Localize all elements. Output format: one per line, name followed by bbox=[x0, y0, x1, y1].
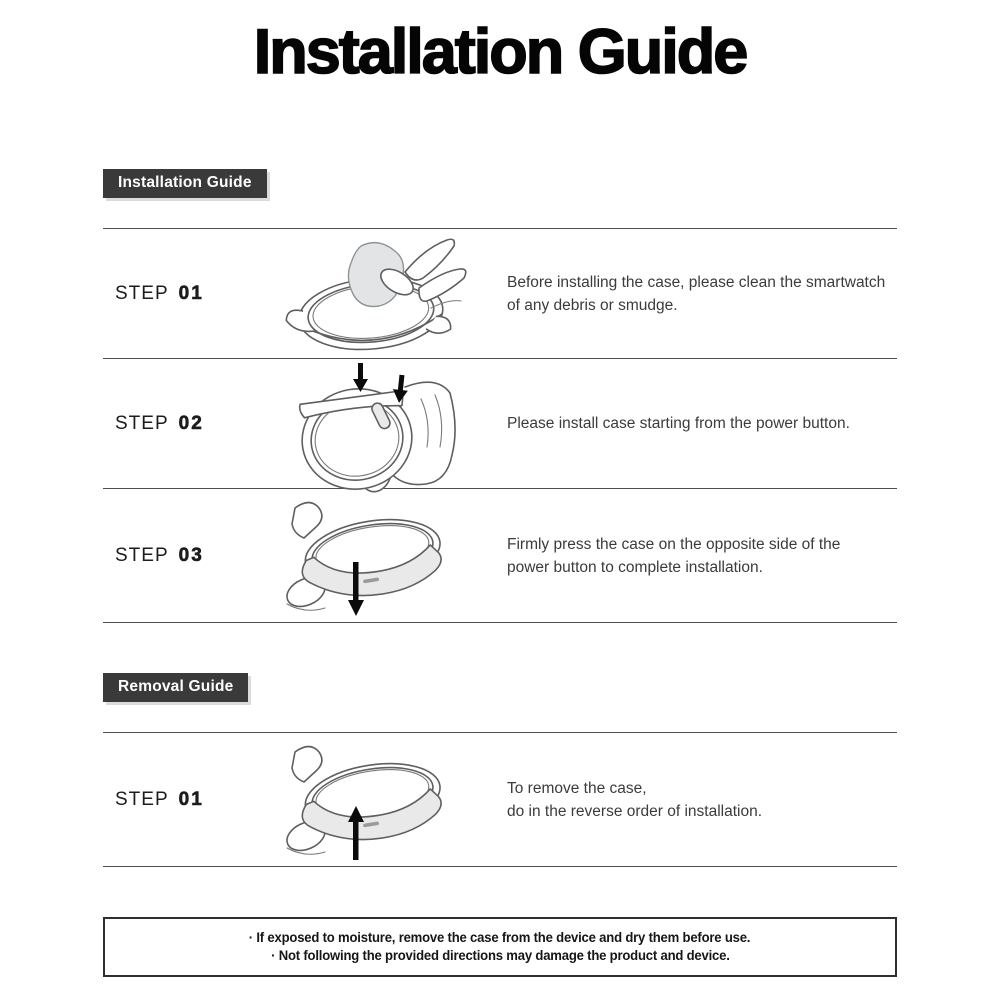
removal-guide-badge: Removal Guide bbox=[103, 673, 248, 702]
page-title: Installation Guide bbox=[253, 17, 747, 87]
removal-step-1-label: STEP 01 bbox=[115, 788, 204, 810]
step-number: 01 bbox=[178, 282, 204, 304]
install-step-2-label: STEP 02 bbox=[115, 412, 204, 434]
caution-note-box bbox=[103, 917, 897, 977]
remove-case-illustration bbox=[235, 733, 507, 866]
removal-section-header bbox=[103, 673, 897, 702]
note-moisture: · If exposed to moisture, remove the case from the device and dry them before use. bbox=[249, 930, 751, 946]
install-case-illustration bbox=[235, 359, 507, 488]
remove-case-drawing bbox=[273, 736, 469, 864]
press-case-drawing bbox=[273, 492, 469, 620]
step-number: 03 bbox=[178, 544, 204, 566]
installation-guide-badge: Installation Guide bbox=[103, 169, 267, 198]
content-column bbox=[103, 169, 897, 977]
install-step-1-label: STEP 01 bbox=[115, 282, 204, 304]
installation-steps-table bbox=[103, 228, 897, 623]
press-down-arrow-left bbox=[353, 363, 368, 392]
install-case-drawing bbox=[273, 361, 469, 487]
removal-step-1-description: To remove the case, do in the reverse order of installation. bbox=[507, 779, 763, 820]
index-finger bbox=[292, 746, 322, 782]
install-step-3-row bbox=[103, 489, 897, 623]
install-step-2-description: Please install case starting from the power button. bbox=[507, 415, 850, 433]
install-step-1-description: Before installing the case, please clean the smartwatch of any debris or smudge. bbox=[507, 273, 886, 314]
installation-section-header bbox=[103, 169, 897, 198]
removal-step-1-row bbox=[103, 733, 897, 867]
step-number: 01 bbox=[178, 788, 204, 810]
wipe-watch-drawing bbox=[273, 232, 469, 356]
clean-smartwatch-illustration bbox=[235, 229, 507, 358]
step-number: 02 bbox=[178, 412, 204, 434]
index-finger bbox=[292, 502, 322, 538]
install-step-1-row bbox=[103, 229, 897, 359]
press-case-illustration bbox=[235, 489, 507, 622]
note-directions: · Not following the provided directions may damage the product and device. bbox=[270, 948, 730, 964]
install-step-2-row bbox=[103, 359, 897, 489]
removal-steps-table bbox=[103, 732, 897, 867]
install-step-3-label: STEP 03 bbox=[115, 544, 204, 566]
install-step-3-description: Firmly press the case on the opposite side of the power button to complete installation. bbox=[507, 535, 841, 576]
